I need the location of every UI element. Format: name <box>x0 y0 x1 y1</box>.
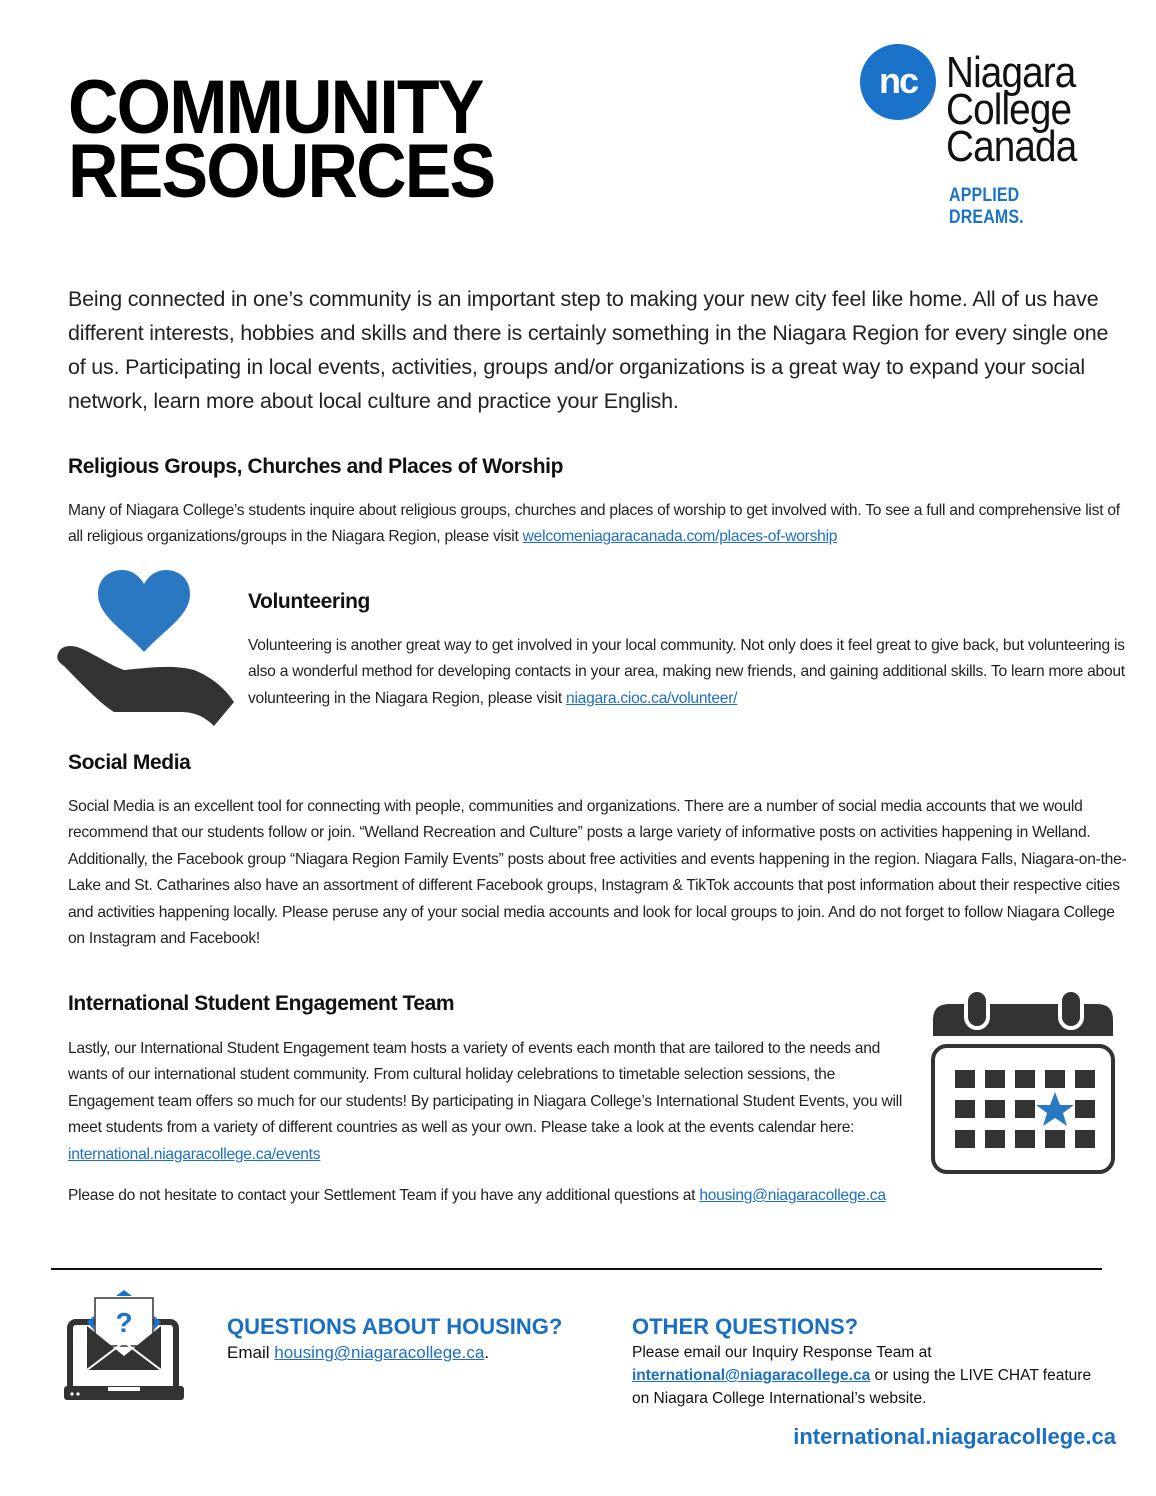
international-email-link[interactable]: international@niagaracollege.ca <box>632 1367 871 1384</box>
logo-line-1: Niagara <box>946 48 1076 97</box>
volunteering-heading: Volunteering <box>248 590 370 613</box>
religious-heading: Religious Groups, Churches and Places of Worship <box>68 455 564 478</box>
logo-badge: nc <box>860 44 936 120</box>
other-questions-line1: Please email our Inquiry Response Team at <box>632 1344 932 1361</box>
engagement-paragraph <box>68 1036 908 1168</box>
laptop-mail-question-icon <box>62 1288 186 1404</box>
svg-text:?: ? <box>115 1307 133 1338</box>
contact-text: Please do not hesitate to contact your Settlement Team if you have any additional questions at <box>68 1187 700 1204</box>
intro-paragraph: Being connected in one’s community is an important step to making your new city feel like home. All of us have different interests, hobbies and skills and there is certainly something in the Niagara Region for every single one of us. Participating in local events, activities, groups and/or organizations is a great way to expand your social network, learn more about local culture and practice your English. <box>68 287 1109 413</box>
calendar-star-icon <box>928 986 1118 1178</box>
housing-email-suffix: . <box>484 1343 490 1362</box>
social-media-paragraph: Social Media is an excellent tool for connecting with people, communities and organizations. There are a number of social media accounts that we would recommend that our students follow or join. “Welland Recreation and Culture” posts a large variety of informative posts on activities happening in Welland. Additionally, the Facebook group “Niagara Region Family Events” posts about free activities and events happening in the region. Niagara Falls, Niagara-on-the-Lake and St. Catharines also have an assortment of different Facebook groups, Instagram & TikTok accounts that post information about their respective cities and activities happening locally. Please peruse any of your social media accounts and look for local groups to join. And do not forget to follow Niagara College on Instagram and Facebook! <box>68 798 1127 948</box>
housing-email-prefix: Email <box>227 1343 275 1362</box>
engagement-heading: International Student Engagement Team <box>68 992 455 1015</box>
religious-paragraph <box>68 498 1128 551</box>
settlement-contact-line <box>68 1183 1128 1209</box>
places-of-worship-link[interactable]: welcomeniagaracanada.com/places-of-worship <box>522 528 838 546</box>
footer-divider <box>51 1268 1102 1270</box>
footer-housing-email-link[interactable]: housing@niagaracollege.ca <box>274 1343 485 1362</box>
housing-questions-body <box>227 1341 607 1364</box>
religious-text: Many of Niagara College’s students inquire about religious groups, churches and places of worship to get involved with. To see a full and comprehensive list of all religious organizations/groups in the Niagara Region, please visit <box>68 502 1120 546</box>
other-questions-title: OTHER QUESTIONS? <box>632 1314 859 1339</box>
niagara-college-logo <box>860 44 1120 228</box>
logo-line-3: Canada <box>946 122 1077 171</box>
title-line-1: COMMUNITY <box>68 65 483 150</box>
housing-questions-block <box>227 1313 607 1364</box>
logo-line-2: College <box>946 85 1072 134</box>
social-media-heading: Social Media <box>68 751 191 774</box>
volunteering-paragraph <box>248 633 1128 712</box>
volunteering-text: Volunteering is another great way to get involved in your local community. Not only does it feel great to give back, but volunteering is also a wonderful method for developing contacts in your area, making new friends, and gaining additional skills. To learn more about volunteering in the Niagara Region, please visit <box>248 637 1125 707</box>
engagement-text: Lastly, our International Student Engagement team hosts a variety of events each month that are tailored to the needs and wants of our international student community. From cultural holiday celebrations to timetable selection sessions, the Engagement team offers so much for our students! By participating in Niagara College’s International Student Events, you will meet students from a variety of different countries as well as your own. Please take a look at the events calendar here: <box>68 1040 903 1137</box>
heart-in-hand-icon <box>54 566 238 734</box>
events-calendar-link[interactable]: international.niagaracollege.ca/events <box>68 1145 321 1163</box>
page-title <box>68 65 495 214</box>
logo-wordmark <box>946 48 1077 171</box>
logo-tagline: APPLIED DREAMS. <box>949 185 1024 228</box>
housing-questions-title: QUESTIONS ABOUT HOUSING? <box>227 1314 563 1339</box>
other-questions-body <box>632 1341 1102 1410</box>
other-questions-block <box>632 1313 1102 1410</box>
volunteer-link[interactable]: niagara.cioc.ca/volunteer/ <box>566 689 738 707</box>
other-questions-line2: or using the LIVE CHAT feature on Niagara College International’s website. <box>632 1367 1092 1407</box>
housing-email-link[interactable]: housing@niagaracollege.ca <box>699 1187 886 1204</box>
website-link[interactable]: international.niagaracollege.ca <box>793 1424 1116 1449</box>
title-line-2: RESOURCES <box>68 129 495 214</box>
